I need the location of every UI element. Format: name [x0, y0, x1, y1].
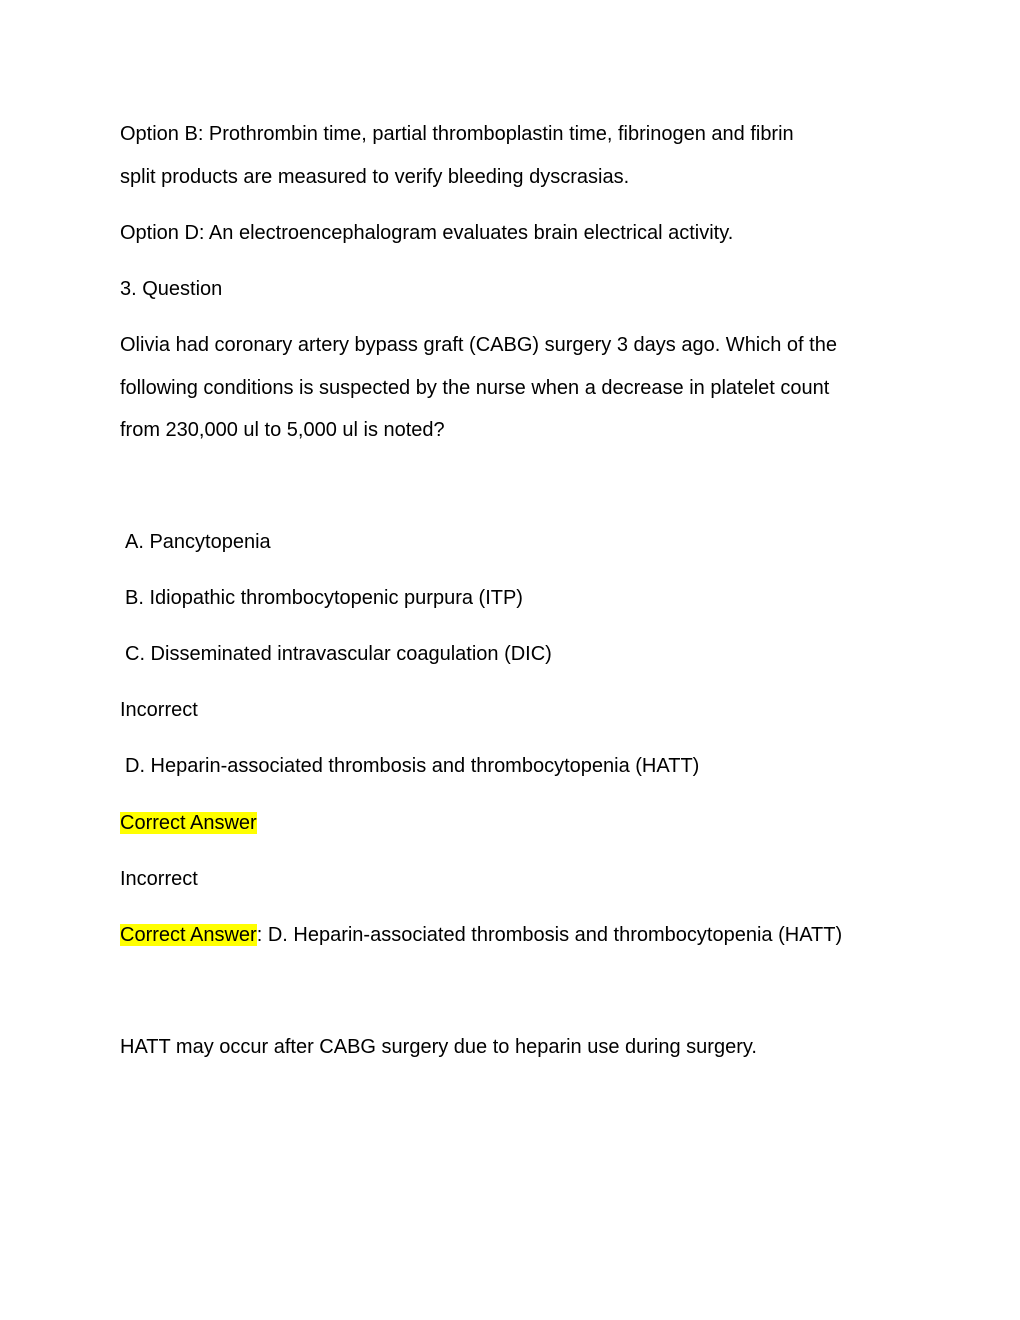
- option-b-explanation-line-1: Option B: Prothrombin time, partial thromboplastin time, fibrinogen and fibrin: [120, 123, 794, 145]
- incorrect-label: Incorrect: [120, 699, 198, 721]
- correct-answer-label: Correct Answer: [120, 924, 257, 946]
- rationale-text: HATT may occur after CABG surgery due to heparin use during surgery.: [120, 1036, 757, 1058]
- question-text-line-1: Olivia had coronary artery bypass graft (CABG) surgery 3 days ago. Which of the: [120, 334, 837, 356]
- option-d: D. Heparin-associated thrombosis and thrombocytopenia (HATT): [125, 755, 700, 777]
- incorrect-label-2: Incorrect: [120, 868, 198, 890]
- question-text-line-3: from 230,000 ul to 5,000 ul is noted?: [120, 419, 445, 441]
- correct-answer-statement: [120, 921, 842, 949]
- option-b-explanation-line-2: split products are measured to verify bleeding dyscrasias.: [120, 166, 630, 188]
- correct-answer-text: : D. Heparin-associated thrombosis and thrombocytopenia (HATT): [256, 924, 843, 946]
- option-c: C. Disseminated intravascular coagulation (DIC): [125, 643, 552, 665]
- correct-answer-marker: [120, 809, 257, 837]
- option-b: B. Idiopathic thrombocytopenic purpura (ITP): [125, 587, 523, 609]
- correct-answer-highlight: Correct Answer: [120, 812, 257, 834]
- question-text-line-2: following conditions is suspected by the nurse when a decrease in platelet count: [120, 377, 830, 399]
- option-d-explanation: Option D: An electroencephalogram evaluates brain electrical activity.: [120, 222, 734, 244]
- option-a: A. Pancytopenia: [125, 531, 271, 553]
- question-heading: 3. Question: [120, 278, 223, 300]
